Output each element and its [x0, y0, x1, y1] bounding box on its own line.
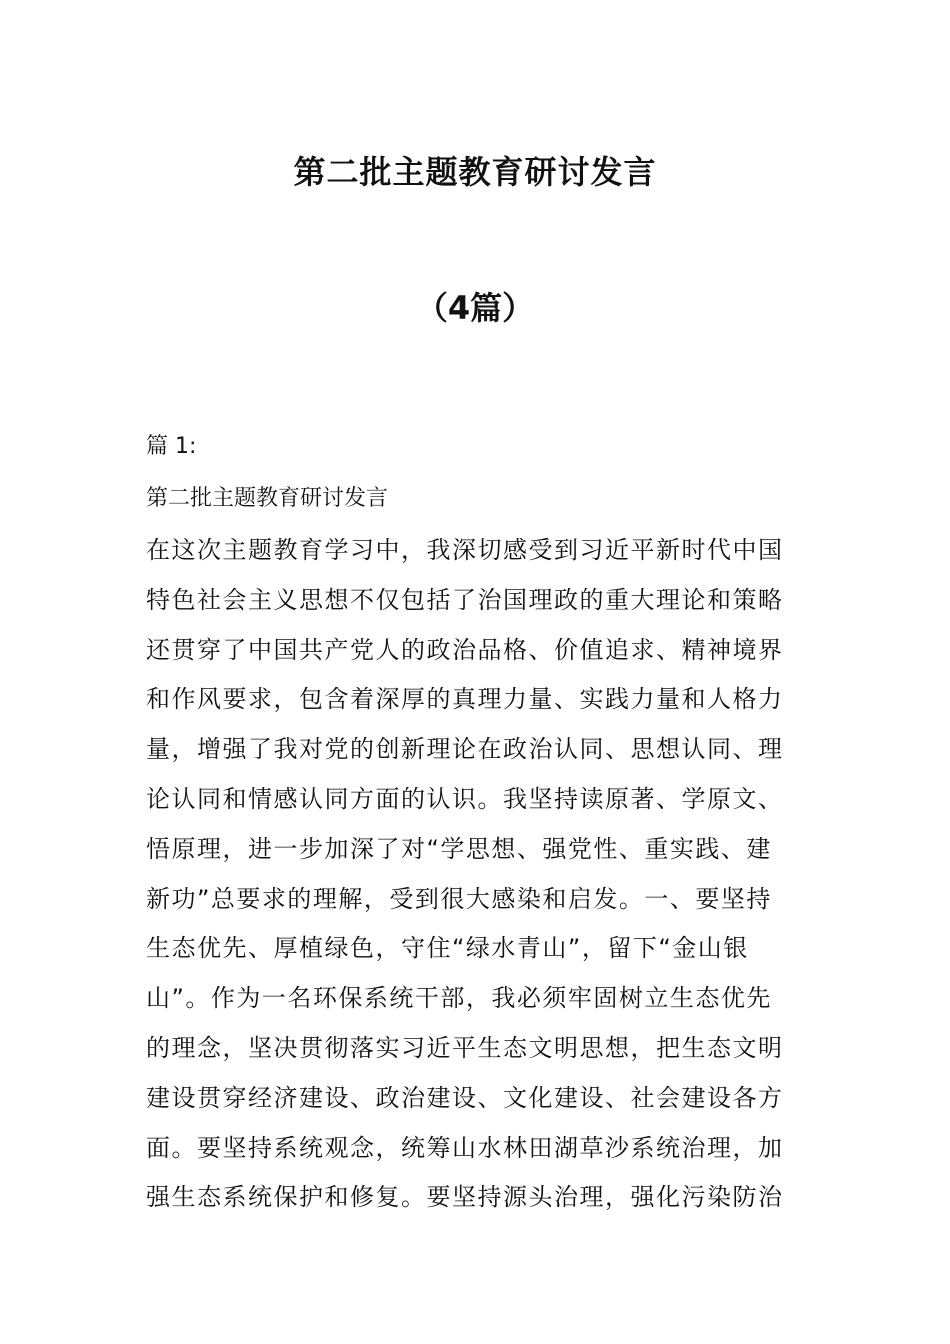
section-label: 篇 1: [146, 434, 197, 459]
body-line: 和作风要求，包含着深厚的真理力量、实践力量和人格力 [146, 685, 784, 714]
body-line: 还贯穿了中国共产党人的政治品格、价值追求、精神境界 [146, 635, 784, 664]
body-line: 山”。作为一名环保系统干部，我必须牢固树立生态优先 [146, 984, 772, 1013]
body-line: 面。要坚持系统观念，统筹山水林田湖草沙系统治理，加 [146, 1133, 784, 1162]
document-title: 第二批主题教育研讨发言 [293, 153, 657, 191]
body-text [146, 530, 806, 1227]
section-heading: 第二批主题教育研讨发言 [146, 486, 389, 511]
body-line: 生态优先、厚植绿色，守住“绿水青山”，留下“金山银 [146, 934, 749, 963]
body-line: 新功”总要求的理解，受到很大感染和启发。一、要坚持 [146, 884, 772, 913]
body-line: 的理念，坚决贯彻落实习近平生态文明思想，把生态文明 [146, 1033, 784, 1062]
body-line: 特色社会主义思想不仅包括了治国理政的重大理论和策略 [146, 585, 784, 614]
body-line: 悟原理，进一步加深了对“学思想、强党性、重实践、建 [146, 834, 772, 863]
body-line: 建设贯穿经济建设、政治建设、文化建设、社会建设各方 [146, 1083, 784, 1112]
body-line: 论认同和情感认同方面的认识。我坚持读原著、学原文、 [146, 784, 784, 813]
document-subtitle: （4篇） [415, 289, 535, 327]
body-line: 在这次主题教育学习中，我深切感受到习近平新时代中国 [146, 536, 784, 564]
body-line: 量，增强了我对党的创新理论在政治认同、思想认同、理 [146, 735, 784, 764]
body-line: 强生态系统保护和修复。要坚持源头治理，强化污染防治 [146, 1183, 784, 1212]
